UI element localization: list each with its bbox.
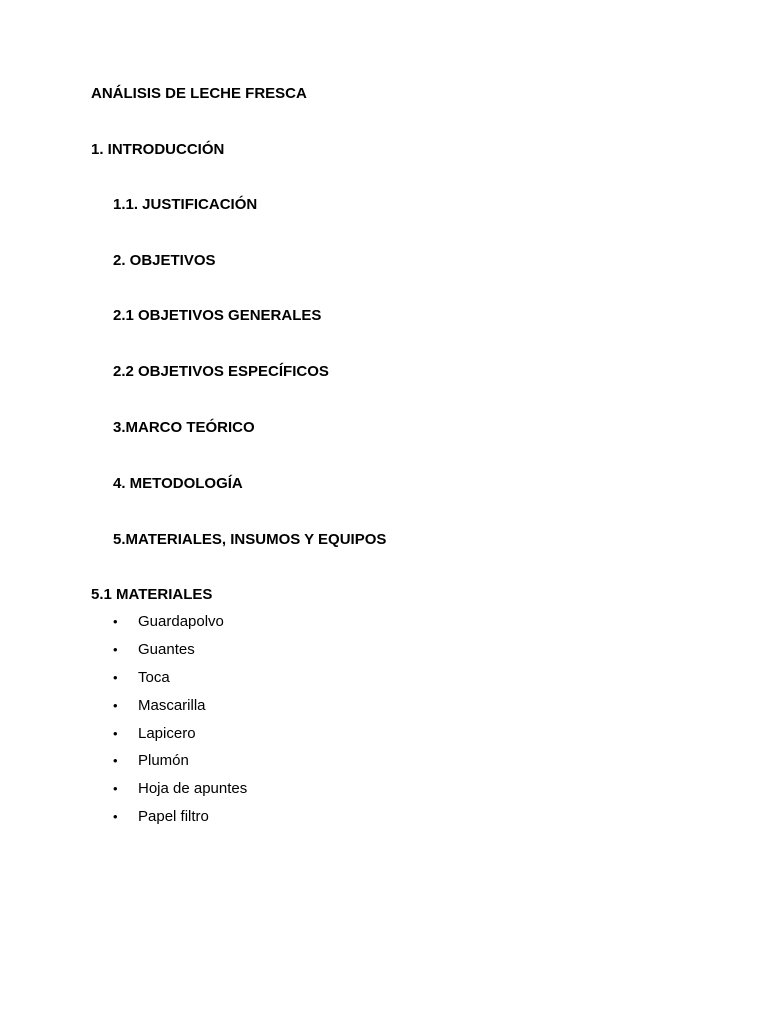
- list-item-text: Guardapolvo: [138, 613, 224, 630]
- document-title: ANÁLISIS DE LECHE FRESCA: [91, 85, 307, 102]
- bullet-icon: •: [113, 641, 118, 657]
- bullet-icon: •: [113, 725, 118, 741]
- bullet-icon: •: [113, 669, 118, 685]
- list-item-text: Papel filtro: [138, 808, 209, 826]
- bullet-icon: •: [113, 781, 118, 797]
- heading-objetivos-especificos: 2.2 OBJETIVOS ESPECÍFICOS: [113, 363, 329, 380]
- heading-marco-teorico: 3.MARCO TEÓRICO: [113, 419, 255, 436]
- heading-metodologia: 4. METODOLOGÍA: [113, 475, 243, 492]
- list-item-text: Toca: [138, 668, 170, 686]
- heading-justificacion: 1.1. JUSTIFICACIÓN: [113, 196, 258, 213]
- list-item-text: Guantes: [138, 640, 195, 658]
- heading-materiales: 5.1 MATERIALES: [91, 586, 213, 603]
- bullet-icon: •: [113, 614, 118, 629]
- bullet-icon: •: [113, 753, 118, 769]
- heading-objetivos-generales: 2.1 OBJETIVOS GENERALES: [113, 307, 322, 324]
- bullet-icon: •: [113, 697, 118, 713]
- heading-materiales-insumos-equipos: 5.MATERIALES, INSUMOS Y EQUIPOS: [113, 531, 387, 548]
- list-item-text: Hoja de apuntes: [138, 780, 248, 798]
- list-item-text: Mascarilla: [138, 696, 206, 714]
- list-item-text: Lapicero: [138, 724, 196, 742]
- bullet-icon: •: [113, 809, 118, 825]
- heading-objetivos: 2. OBJETIVOS: [113, 252, 216, 269]
- list-item-text: Plumón: [138, 752, 189, 770]
- heading-introduccion: 1. INTRODUCCIÓN: [91, 141, 225, 158]
